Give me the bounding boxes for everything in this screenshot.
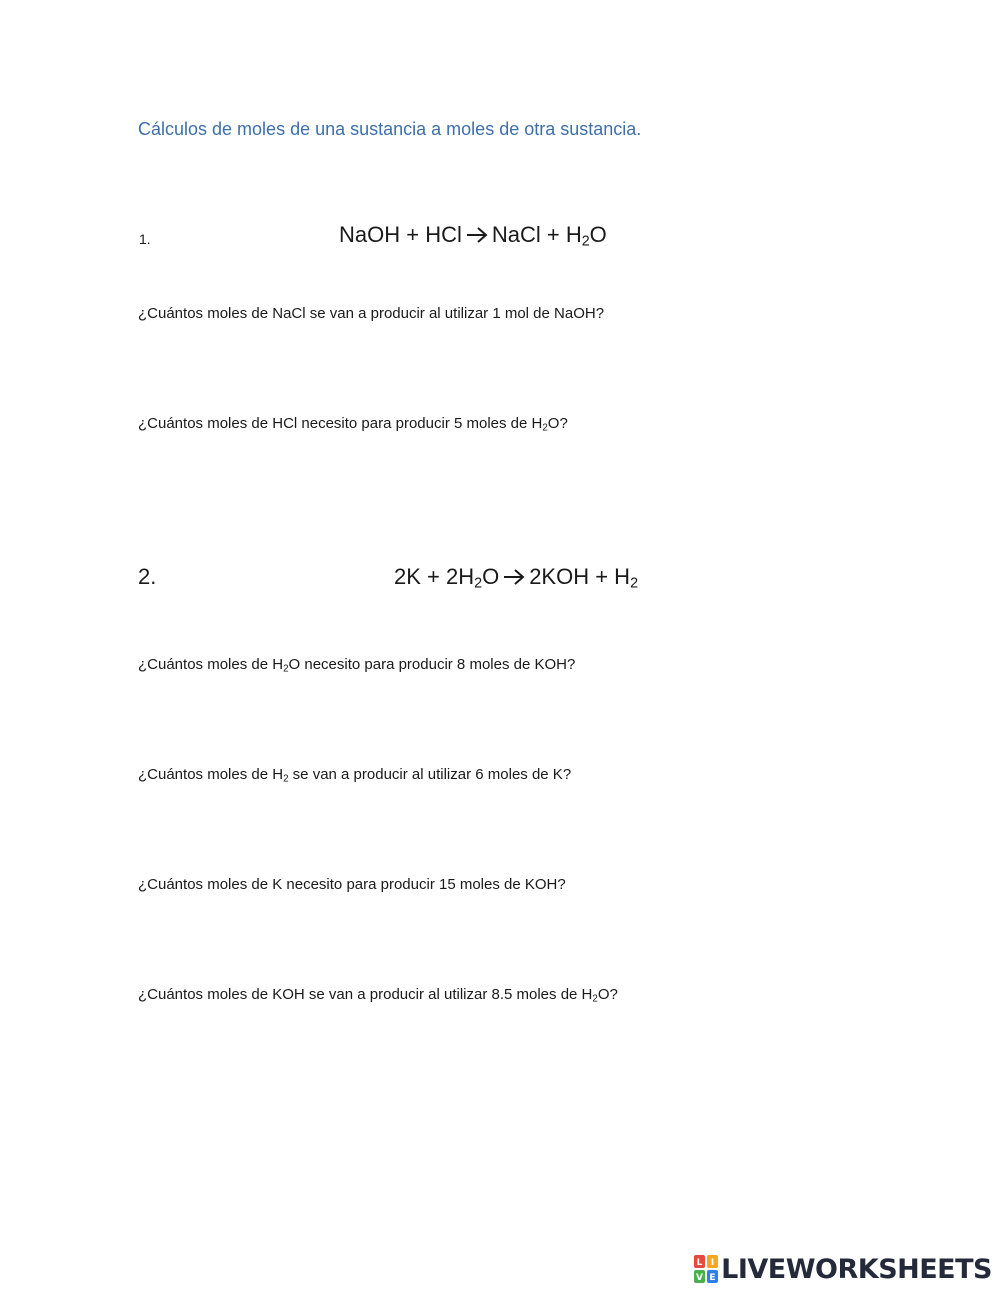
- right-arrow-icon: [503, 569, 525, 585]
- question-2a: ¿Cuántos moles de $H_2O$ necesito para producir 8 moles de KOH?: [138, 656, 576, 675]
- liveworksheets-logo: [694, 1252, 992, 1286]
- right-arrow-icon: [466, 227, 488, 243]
- svg-text:I: I: [710, 1258, 715, 1268]
- question-2c: ¿Cuántos moles de K necesito para producir 15 moles de KOH?: [138, 876, 566, 893]
- equation-products: NaCl + $H_2O$: [491, 222, 607, 250]
- equation-reactants: NaOH + HCl: [339, 222, 462, 247]
- logo-text: LIVEWORKSHEETS: [721, 1253, 992, 1285]
- question-1a: ¿Cuántos moles de NaCl se van a producir al utilizar 1 mol de NaOH?: [138, 305, 605, 322]
- problem-2-equation: [394, 564, 638, 590]
- svg-text:V: V: [696, 1273, 704, 1283]
- problem-1-equation: [339, 222, 607, 248]
- svg-text:L: L: [696, 1258, 703, 1268]
- question-2d: ¿Cuántos moles de KOH se van a producir al utilizar 8.5 moles de $H_2O$?: [138, 986, 618, 1005]
- liveworksheets-logo-icon: [694, 1255, 718, 1283]
- problem-2-number: 2.: [138, 564, 157, 589]
- question-1b: ¿Cuántos moles de HCl necesito para producir 5 moles de $H_2O$?: [138, 415, 568, 434]
- equation-products: $2KOH + H_2$: [529, 564, 639, 592]
- question-2b: ¿Cuántos moles de $H_2$ se van a producir al utilizar 6 moles de K?: [138, 766, 572, 785]
- page-title: Cálculos de moles de una sustancia a moles de otra sustancia.: [138, 119, 642, 139]
- equation-reactants: $2K + 2H_2O$: [394, 564, 500, 592]
- svg-text:E: E: [709, 1273, 716, 1283]
- problem-1-number: 1.: [139, 231, 151, 247]
